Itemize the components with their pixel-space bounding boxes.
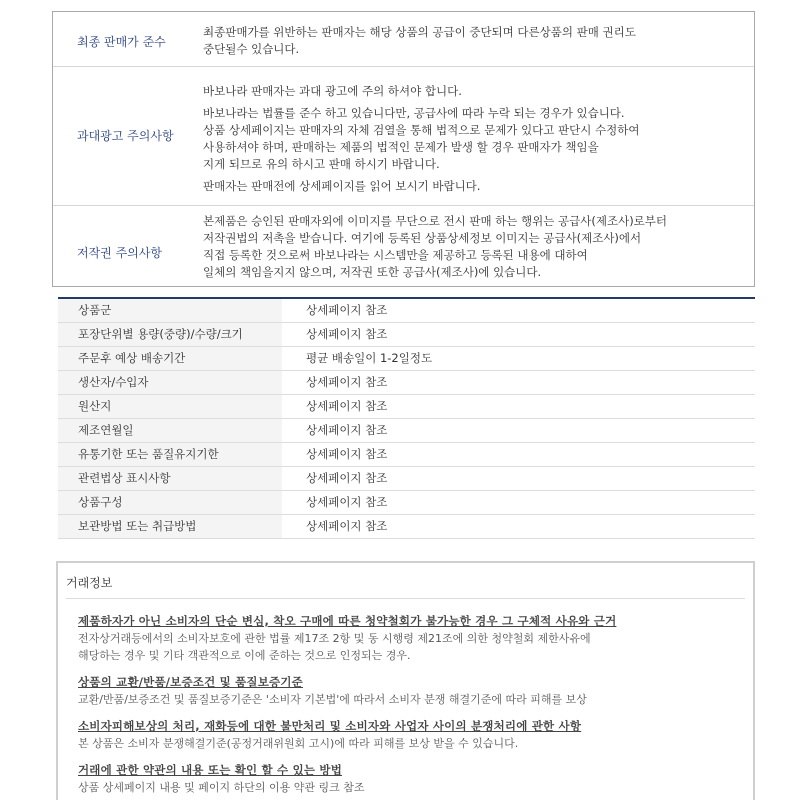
notice-label: 과대광고 주의사항 <box>77 129 174 143</box>
info-label: 주문후 예상 배송기간 <box>58 347 282 370</box>
notice-line: 바보나라는 법률를 준수 하고 있습니다만, 공급사에 따라 누락 되는 경우가 있습니다. <box>203 106 625 120</box>
table-row <box>58 299 755 323</box>
notice-content <box>203 24 748 58</box>
notice-label: 저작권 주의사항 <box>77 246 162 260</box>
product-info-table <box>58 297 755 539</box>
notice-line: 바보나라 판매자는 과대 광고에 주의 하셔야 합니다. <box>203 84 462 98</box>
notice-line: 직접 등록한 것으로써 바보나라는 시스템만을 제공하고 등록된 내용에 대하여 <box>203 248 588 262</box>
info-value: 상세페이지 참조 <box>306 375 388 389</box>
table-row <box>58 347 755 371</box>
info-label: 생산자/수입자 <box>58 371 282 394</box>
trade-item-text: 본 상품은 소비자 분쟁해결기준(공정거래위원회 고시)에 따라 피해를 보상 받을 수 있습니다. <box>78 737 519 750</box>
notice-line: 중단될수 있습니다. <box>203 42 300 56</box>
notice-content <box>203 83 748 195</box>
trade-title: 거래정보 <box>66 576 113 590</box>
trade-items <box>78 613 749 806</box>
trade-info-box <box>56 561 755 800</box>
notice-line: 상품 상세페이지는 판매자의 자체 검열을 통해 법적으로 문제가 있다고 판단시 수정하여 <box>203 123 640 137</box>
notice-line: 판매자는 판매전에 상세페이지를 읽어 보시기 바랍니다. <box>203 179 481 193</box>
info-value: 상세페이지 참조 <box>306 495 388 509</box>
notice-row-price <box>53 12 754 67</box>
notice-row-advertising <box>53 67 754 206</box>
trade-item-text: 전자상거래등에서의 소비자보호에 관한 법률 제17조 2항 및 동 시행령 제21조에 의한 청약철회 제한사유에 <box>78 632 591 645</box>
notice-line: 지게 되므로 유의 하시고 판매 하시기 바랍니다. <box>203 157 440 171</box>
notice-content <box>203 213 748 281</box>
info-value: 상세페이지 참조 <box>306 519 388 533</box>
table-row <box>58 515 755 539</box>
info-label: 제조연월일 <box>58 419 282 442</box>
info-label: 유통기한 또는 품질유지기한 <box>58 443 282 466</box>
info-value: 상세페이지 참조 <box>306 447 388 461</box>
table-row <box>58 443 755 467</box>
info-label: 보관방법 또는 취급방법 <box>58 515 282 538</box>
table-row <box>58 371 755 395</box>
notice-label: 최종 판매가 준수 <box>77 35 166 49</box>
info-label: 상품구성 <box>58 491 282 514</box>
table-row <box>58 467 755 491</box>
info-value: 상세페이지 참조 <box>306 303 388 317</box>
trade-item-heading: 거래에 관한 약관의 내용 또는 확인 할 수 있는 방법 <box>78 763 343 777</box>
info-label: 관련법상 표시사항 <box>58 467 282 490</box>
trade-item-text: 해당하는 경우 및 기타 객관적으로 이에 준하는 것으로 인정되는 경우. <box>78 649 411 662</box>
trade-item-text: 상품 상세페이지 내용 및 페이지 하단의 이용 약관 링크 참조 <box>78 781 365 794</box>
table-row <box>58 323 755 347</box>
notice-line: 최종판매가를 위반하는 판매자는 해당 상품의 공급이 중단되며 다른상품의 판매 권리도 <box>203 25 636 39</box>
notice-line: 사용하셔야 하며, 판매하는 제품의 법적인 문제가 발생 할 경우 판매자가 책임을 <box>203 140 599 154</box>
trade-item-heading: 제품하자가 아닌 소비자의 단순 변심, 착오 구매에 따른 청약철회가 불가능한 경우 그 구체적 사유와 근거 <box>78 614 617 628</box>
notice-line: 일체의 책임을지지 않으며, 저작권 또한 공급사(제조사)에 있습니다. <box>203 265 542 279</box>
notice-line: 본제품은 승인된 판매자외에 이미지를 무단으로 전시 판매 하는 행위는 공급사(제조사)로부터 <box>203 214 668 228</box>
info-value: 평균 배송일이 1-2일정도 <box>306 351 433 365</box>
trade-item-heading: 소비자피해보상의 처리, 재화등에 대한 불만처리 및 소비자와 사업자 사이의 분쟁처리에 관한 사항 <box>78 719 582 733</box>
info-value: 상세페이지 참조 <box>306 399 388 413</box>
table-row <box>58 491 755 515</box>
info-value: 상세페이지 참조 <box>306 423 388 437</box>
trade-item <box>78 674 749 708</box>
notice-box <box>52 11 755 287</box>
trade-item <box>78 762 749 796</box>
table-row <box>58 419 755 443</box>
info-label: 포장단위별 용량(중량)/수량/크기 <box>58 323 282 346</box>
notice-row-copyright <box>53 206 754 286</box>
trade-item <box>78 613 749 664</box>
trade-item-text: 교환/반품/보증조건 및 품질보증기준은 '소비자 기본법'에 따라서 소비자 분쟁 해결기준에 따라 피해를 보상 <box>78 693 587 706</box>
notice-line: 저작권법의 저촉을 받습니다. 여기에 등록된 상품상세정보 이미지는 공급사(제조사)에서 <box>203 231 642 245</box>
table-row <box>58 395 755 419</box>
info-value: 상세페이지 참조 <box>306 327 388 341</box>
info-label: 원산지 <box>58 395 282 418</box>
trade-item <box>78 718 749 752</box>
trade-item-heading: 상품의 교환/반품/보증조건 및 품질보증기준 <box>78 675 303 689</box>
divider <box>66 598 745 599</box>
info-value: 상세페이지 참조 <box>306 471 388 485</box>
info-label: 상품군 <box>58 299 282 322</box>
